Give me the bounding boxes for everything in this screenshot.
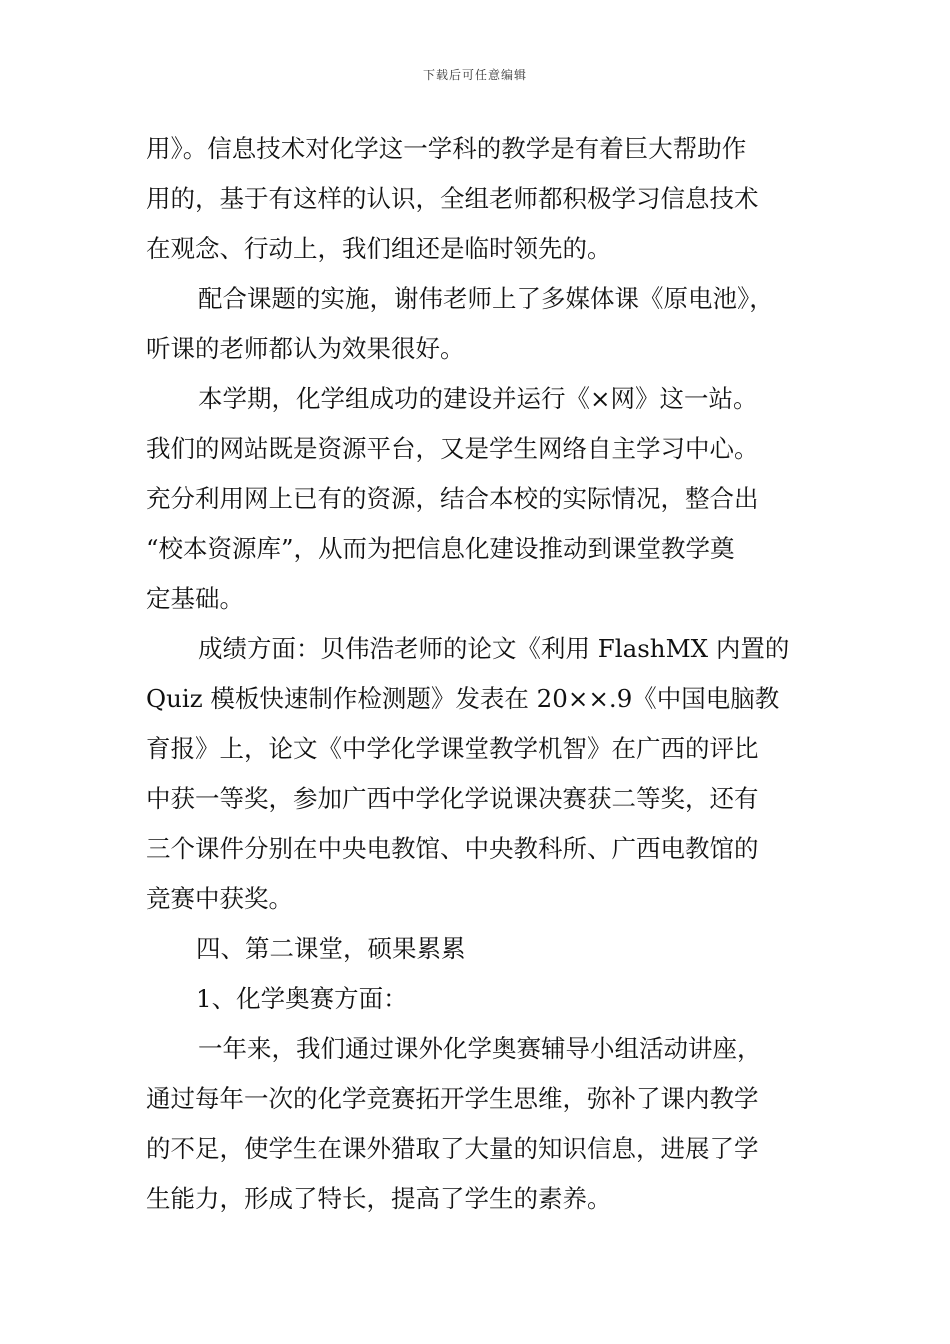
text-line: 听课的老师都认为效果很好。 [146,334,465,363]
text-line: “校本资源库”，从而为把信息化建设推动到课堂教学奠 [146,534,735,563]
text-line: 的不足，使学生在课外猎取了大量的知识信息，进展了学 [146,1134,759,1163]
text-line: 我们的网站既是资源平台，又是学生网络自主学习中心。 [146,434,759,463]
text-line: 充分利用网上已有的资源，结合本校的实际情况，整合出 [146,484,759,513]
text-line: 通过每年一次的化学竞赛拓开学生思维，弥补了课内教学 [146,1084,759,1113]
text-line: 生能力，形成了特长，提高了学生的素养。 [146,1184,612,1213]
paragraph-start-line: 配合课题的实施，谢伟老师上了多媒体课《原电池》， [198,284,774,313]
subsection-heading: 1、化学奥赛方面： [196,984,408,1013]
text-line: 定基础。 [146,584,244,613]
paragraph-start-line: 成绩方面：贝伟浩老师的论文《利用 FlashMX 内置的 [198,634,790,663]
page-header: 下载后可任意编辑 [422,68,527,82]
text-line: 竞赛中获奖。 [146,884,293,913]
paragraph-start-line: 一年来，我们通过课外化学奥赛辅导小组活动讲座， [198,1034,762,1063]
text-line: 用》。信息技术对化学这一学科的教学是有着巨大帮助作 [146,134,747,163]
section-heading: 四、第二课堂，硕果累累 [196,934,466,963]
text-line: Quiz 模板快速制作检测题》发表在 20××.9《中国电脑教 [146,684,780,713]
text-line: 用的，基于有这样的认识，全组老师都积极学习信息技术 [146,184,759,213]
text-line: 中获一等奖，参加广西中学化学说课决赛获二等奖，还有 [146,784,759,813]
text-line: 在观念、行动上，我们组还是临时领先的。 [146,234,612,263]
text-line: 育报》上，论文《中学化学课堂教学机智》在广西的评比 [146,734,759,763]
paragraph-start-line: 本学期，化学组成功的建设并运行《×网》这一站。 [198,384,758,413]
document-body [146,124,806,1224]
text-line: 三个课件分别在中央电教馆、中央教科所、广西电教馆的 [146,834,759,863]
